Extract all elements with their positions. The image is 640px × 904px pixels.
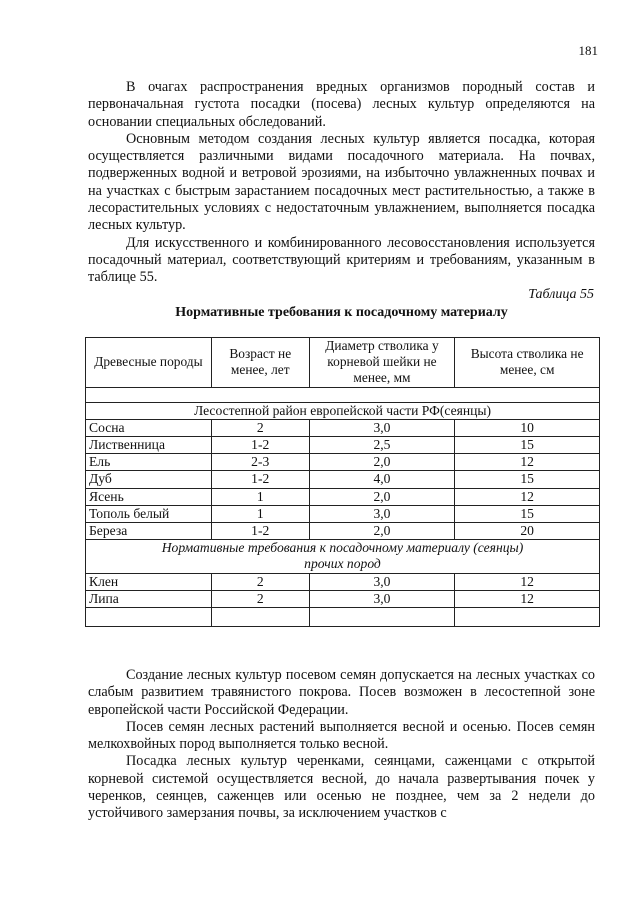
table-tail-row: [86, 608, 600, 627]
subsection-title: [86, 540, 600, 573]
cell-height: 15: [455, 505, 600, 522]
table-label: Таблица 55: [528, 287, 594, 302]
header-species: Древесные породы: [86, 338, 212, 388]
table-row: [86, 419, 600, 436]
intro-text: [88, 79, 595, 287]
table-row: [86, 488, 600, 505]
subsection-row: [86, 540, 600, 573]
cell-height: 12: [455, 454, 600, 471]
cell-diameter: 2,0: [309, 488, 455, 505]
table-header-row: [86, 338, 600, 388]
cell-diameter: 3,0: [309, 505, 455, 522]
cell-species: Тополь белый: [86, 505, 212, 522]
cell-age: 1-2: [211, 437, 309, 454]
main-rows: [86, 419, 600, 539]
cell-diameter: 3,0: [309, 590, 455, 607]
cell-height: 10: [455, 419, 600, 436]
cell-species: Дуб: [86, 471, 212, 488]
cell-height: 15: [455, 471, 600, 488]
cell-height: 15: [455, 437, 600, 454]
table-spacer-row: [86, 387, 600, 402]
other-rows: [86, 573, 600, 607]
cell-age: 2: [211, 590, 309, 607]
cell-species: Сосна: [86, 419, 212, 436]
planting-material-table: [85, 337, 600, 627]
cell-age: 1-2: [211, 471, 309, 488]
paragraph: Посадка лесных культур черенками, сеянцами, саженцами с открытой корневой системой осуществляется весной, до начала развертывания почек у черенков, сеянцев, саженцев или осенью не позднее, чем за 2 недели до устойчивого замерзания почвы, за исключением участков с: [88, 753, 595, 822]
cell-diameter: 2,0: [309, 523, 455, 540]
cell-diameter: 3,0: [309, 419, 455, 436]
cell-diameter: 3,0: [309, 573, 455, 590]
cell-age: 1-2: [211, 523, 309, 540]
cell-height: 12: [455, 573, 600, 590]
cell-species: Лиственница: [86, 437, 212, 454]
paragraph: Основным методом создания лесных культур является посадка, которая осуществляется различными видами посадочного материала. На почвах, подверженных водной и ветровой эрозиями, на избыточно увлажненных почвах и на участках с быстрым зарастанием посадочных мест растительностью, а также в лесорастительных условиях с недостаточным увлажнением, выполняется посадка лесных культур.: [88, 130, 595, 234]
cell-age: 1: [211, 505, 309, 522]
cell-species: Клен: [86, 573, 212, 590]
table-row: [86, 590, 600, 607]
cell-height: 20: [455, 523, 600, 540]
subsection-title-line1: Нормативные требования к посадочному материалу (сеянцы): [161, 540, 524, 556]
header-height: Высота стволика не менее, см: [455, 338, 600, 388]
header-age: Возраст не менее, лет: [211, 338, 309, 388]
cell-age: 2: [211, 573, 309, 590]
cell-species: Ясень: [86, 488, 212, 505]
cell-diameter: 2,0: [309, 454, 455, 471]
outro-text: [88, 667, 595, 823]
table-row: [86, 573, 600, 590]
cell-height: 12: [455, 488, 600, 505]
cell-diameter: 4,0: [309, 471, 455, 488]
cell-age: 2-3: [211, 454, 309, 471]
table-row: [86, 471, 600, 488]
cell-species: Липа: [86, 590, 212, 607]
cell-species: Береза: [86, 523, 212, 540]
paragraph: Для искусственного и комбинированного лесовосстановления используется посадочный материал, соответствующий критериям и требованиям, указанным в таблице 55.: [88, 234, 595, 286]
table-row: [86, 454, 600, 471]
cell-age: 1: [211, 488, 309, 505]
table-row: [86, 505, 600, 522]
cell-diameter: 2,5: [309, 437, 455, 454]
cell-species: Ель: [86, 454, 212, 471]
section-title: Лесостепной район европейской части РФ(сеянцы): [86, 402, 600, 419]
page-number: 181: [578, 43, 598, 58]
paragraph: В очагах распространения вредных организмов породный состав и первоначальная густота посадки (посева) лесных культур определяются на основании специальных обследований.: [88, 79, 595, 130]
paragraph: Посев семян лесных растений выполняется весной и осенью. Посев семян мелкохвойных пород выполняется только весной.: [88, 718, 595, 753]
cell-age: 2: [211, 419, 309, 436]
cell-height: 12: [455, 590, 600, 607]
header-diameter: Диаметр стволика у корневой шейки не менее, мм: [309, 338, 455, 388]
subsection-title-line2: прочих пород: [304, 556, 381, 572]
table-title: Нормативные требования к посадочному материалу: [175, 305, 508, 320]
paragraph: Создание лесных культур посевом семян допускается на лесных участках со слабым развитием травянистого покрова. Посев возможен в лесостепной зоне европейской части Российской Федерации.: [88, 667, 595, 718]
table-row: [86, 437, 600, 454]
table-row: [86, 523, 600, 540]
section-row: [86, 402, 600, 419]
